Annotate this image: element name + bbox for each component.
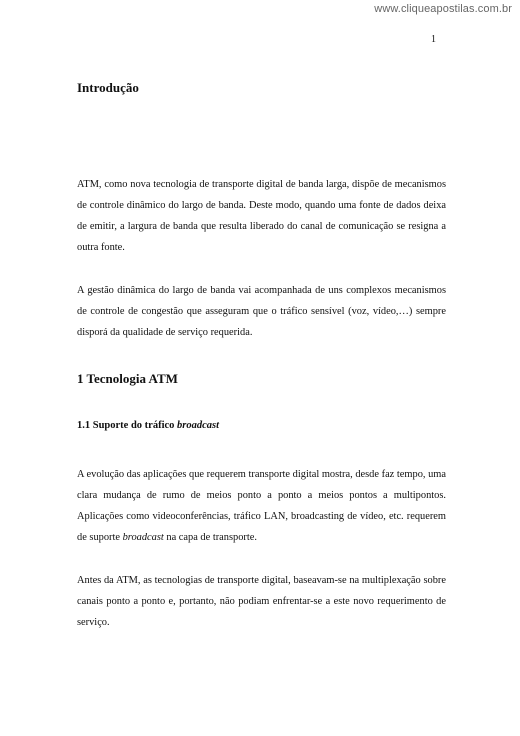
intro-paragraph-2: A gestão dinâmica do largo de banda vai acompanhada de uns complexos mecanismos de controle de congestão que asseguram que o tráfico sensível (voz, vídeo,…) sempre disporá da qualidade de serviço requerida. <box>77 285 446 338</box>
page-title: Introdução <box>77 80 139 95</box>
subsection-title <box>77 420 219 431</box>
body-paragraph-1-text-b: na capa de transporte. <box>163 532 257 543</box>
body-paragraph-2: Antes da ATM, as tecnologias de transporte digital, baseavam-se na multiplexação sobre canais ponto a ponto e, portanto, não podiam enfrentar-se a este novo requerimento de serviço. <box>77 575 446 628</box>
body-paragraph-1-italic: broadcast <box>122 532 164 543</box>
site-watermark: www.cliqueapostilas.com.br <box>374 3 512 15</box>
page-number: 1 <box>431 34 436 45</box>
body-paragraph-1 <box>77 464 446 548</box>
section-title: 1 Tecnologia ATM <box>77 371 178 386</box>
body-paragraph-1-text-a: A evolução das aplicações que requerem transporte digital mostra, desde faz tempo, uma clara mudança de rumo de meios ponto a ponto a meios pontos a multipontos. Aplicações como videoconferências, tráfico LAN, broadcasting de vídeo, etc. requerem de suporte <box>77 469 446 543</box>
subsection-title-italic: broadcast <box>177 420 220 431</box>
intro-paragraph-1: ATM, como nova tecnologia de transporte digital de banda larga, dispõe de mecanismos de controle dinâmico do largo de banda. Deste modo, quando uma fonte de dados deixa de emitir, a largura de banda que resulta liberado do canal de comunicação se resigna a outra fonte. <box>77 179 446 253</box>
subsection-title-text: 1.1 Suporte do tráfico <box>77 420 178 431</box>
